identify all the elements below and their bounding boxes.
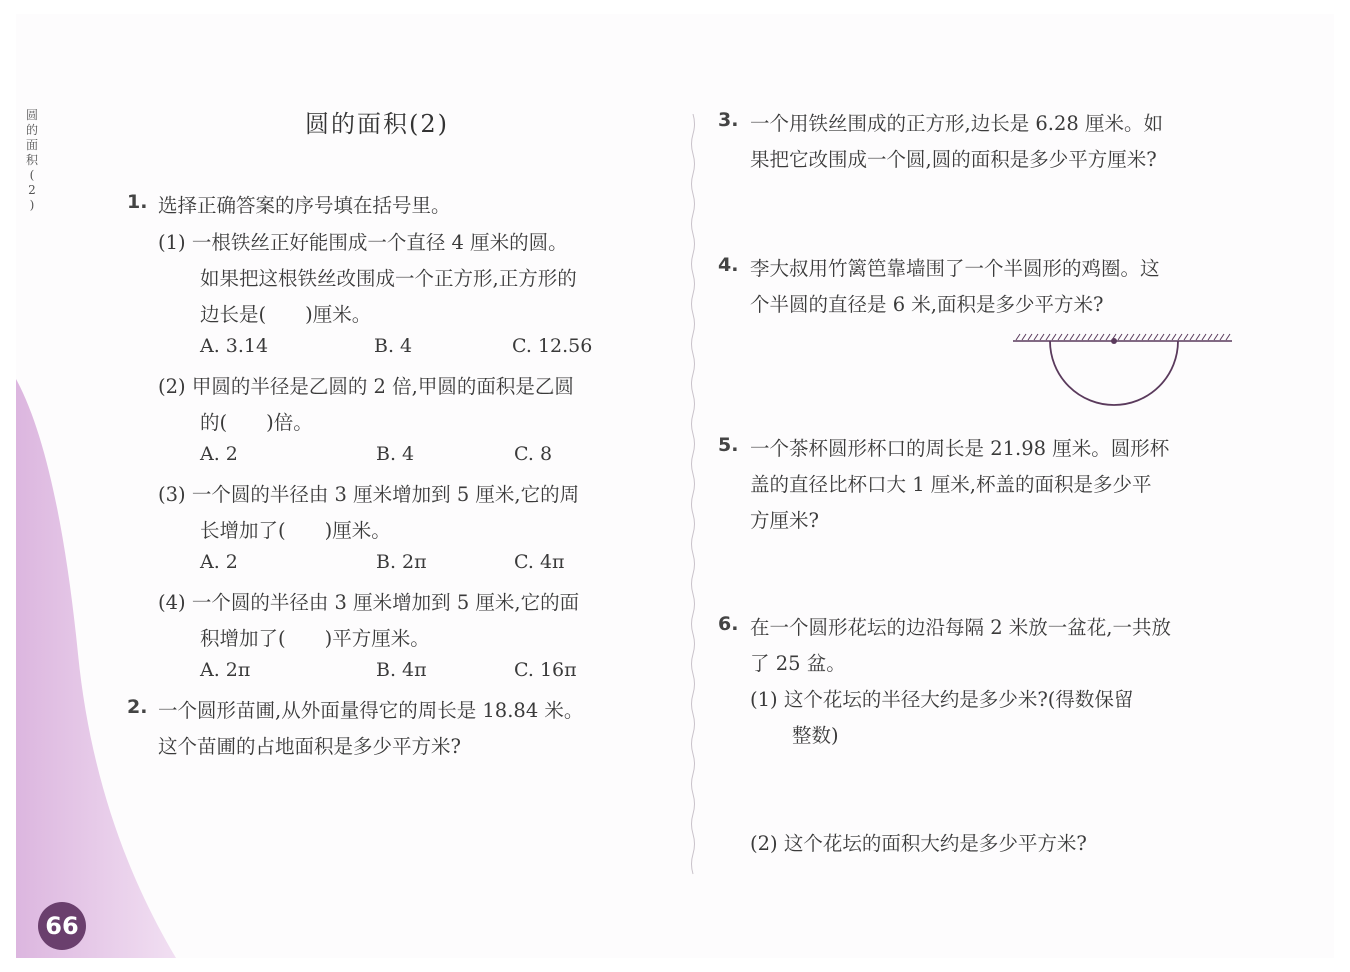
q5-line3: 方厘米? [750, 509, 819, 532]
semicircle-pen-diagram [1010, 328, 1236, 410]
q6-line1: 在一个圆形花坛的边沿每隔 2 米放一盆花,一共放 [750, 616, 1172, 639]
q1-stem: 选择正确答案的序号填在括号里。 [158, 194, 451, 217]
q1-sub3-line2: 长增加了( )厘米。 [200, 519, 391, 542]
q1-sub3-option-a: A. 2 [200, 551, 238, 573]
q1-sub4-option-a: A. 2π [200, 659, 251, 681]
q1-sub3-option-b: B. 2π [376, 551, 427, 573]
q4-line2: 个半圆的直径是 6 米,面积是多少平方米? [750, 293, 1104, 316]
q6-sub1-line2: 整数) [792, 724, 839, 747]
page-number: 66 [38, 902, 86, 950]
q5-number: 5. [718, 434, 739, 456]
q1-sub2-option-a: A. 2 [200, 443, 238, 465]
q4-line1: 李大叔用竹篱笆靠墙围了一个半圆形的鸡圈。这 [750, 257, 1160, 280]
q2-line2: 这个苗圃的占地面积是多少平方米? [158, 735, 461, 758]
q1-number: 1. [127, 191, 148, 213]
q6-sub2: (2) 这个花坛的面积大约是多少平方米? [750, 832, 1087, 855]
q1-sub2-line1: (2) 甲圆的半径是乙圆的 2 倍,甲圆的面积是乙圆 [158, 375, 574, 398]
q1-sub4-option-c: C. 16π [514, 659, 577, 681]
q1-sub4-line2: 积增加了( )平方厘米。 [200, 627, 430, 650]
q1-sub1-line1: (1) 一根铁丝正好能围成一个直径 4 厘米的圆。 [158, 231, 568, 254]
q3-number: 3. [718, 109, 739, 131]
q5-line1: 一个茶杯圆形杯口的周长是 21.98 厘米。圆形杯 [750, 437, 1170, 460]
page-title: 圆的面积(2) [305, 110, 449, 138]
q1-sub1-option-c: C. 12.56 [512, 335, 593, 357]
q6-sub1-line1: (1) 这个花坛的半径大约是多少米?(得数保留 [750, 688, 1134, 711]
q1-sub2-option-c: C. 8 [514, 443, 553, 465]
q1-sub4-option-b: B. 4π [376, 659, 427, 681]
column-divider [688, 114, 698, 884]
q1-sub3-line1: (3) 一个圆的半径由 3 厘米增加到 5 厘米,它的周 [158, 483, 580, 506]
q1-sub1-option-a: A. 3.14 [200, 335, 269, 357]
q1-sub2-line2: 的( )倍。 [200, 411, 313, 434]
q5-line2: 盖的直径比杯口大 1 厘米,杯盖的面积是多少平 [750, 473, 1152, 496]
q6-line2: 了 25 盆。 [750, 652, 846, 675]
q1-sub2-option-b: B. 4 [376, 443, 415, 465]
side-chapter-label: 圆 的 面 积 ( 2 ) [25, 108, 38, 212]
q2-line1: 一个圆形苗圃,从外面量得它的周长是 18.84 米。 [158, 699, 584, 722]
q1-sub1-line3: 边长是( )厘米。 [200, 303, 372, 326]
q2-number: 2. [127, 696, 148, 718]
q1-sub1-option-b: B. 4 [374, 335, 413, 357]
q1-sub4-line1: (4) 一个圆的半径由 3 厘米增加到 5 厘米,它的面 [158, 591, 580, 614]
q3-line1: 一个用铁丝围成的正方形,边长是 6.28 厘米。如 [750, 112, 1164, 135]
q6-number: 6. [718, 613, 739, 635]
q1-sub1-line2: 如果把这根铁丝改围成一个正方形,正方形的 [200, 267, 577, 290]
q3-line2: 果把它改围成一个圆,圆的面积是多少平方厘米? [750, 148, 1157, 171]
q4-number: 4. [718, 254, 739, 276]
q1-sub3-option-c: C. 4π [514, 551, 565, 573]
